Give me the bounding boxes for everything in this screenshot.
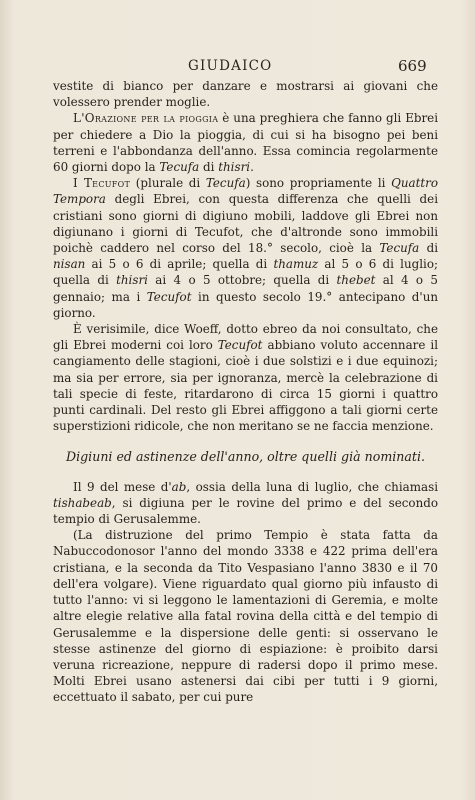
page-body xyxy=(53,78,438,706)
running-title: GIUDAICO xyxy=(188,58,273,74)
lead-term: L'Orazione per la pioggia xyxy=(73,111,219,126)
page-header xyxy=(0,58,475,78)
paragraph-woeff: È verisimile, dice Woeff, dotto ebreo da noi consultato, che gli Ebrei moderni coi loro Tecufot abbiano voluto accennare il cangiamento delle stagioni, cioè i due solstizi e i due equinozi; ma sia per errore, sia per ignoranza, mercè la celebrazione di tali specie di feste, ritardarono di circa 15 giorni i quattro punti cardinali. Del resto gli Ebrei affiggono a tali giorni certe superstizioni ridicole, che non meritano se ne faccia menzione. xyxy=(53,322,438,434)
page-number: 669 xyxy=(398,57,427,75)
lead-term: I Tecufot xyxy=(73,176,131,191)
paragraph-1: vestite di bianco per danzare e mostrarsi ai giovani che volessero prender moglie. xyxy=(53,79,438,110)
paragraph-temple-destruction: (La distruzione del primo Tempio è stata fatta da Nabuccodonosor l'anno del mondo 3338 e 422 prima dell'era cristiana, e la seconda da Tito Vespasiano l'anno 3830 e il 70 dell'era volgare). Viene riguardato qual giorno più infausto di tutto l'anno: vi si leggono le lamentazioni di Geremia, e molte altre elegie relative alla fatal rovina della città e del tempio di Gerusalemme e la dispersione delle genti: si osservano le stesse astinenze del giorno di espiazione: è proibito darsi veruna ricreazione, neppure di radersi dopo il primo mese. Molti Ebrei usano astenersi dai cibi per tutti i 9 giorni, eccettuato il sabato, per cui pure xyxy=(53,528,438,705)
section-heading: Digiuni ed astinenze dell'anno, oltre quelli già nominati. xyxy=(66,449,425,465)
paragraph-tecufot: I Tecufot (plurale di Tecufa) sono propriamente li Quattro Tempora degli Ebrei, con questa differenza che quelli dei cristiani sono giorni di digiuno mobili, laddove gli Ebrei non digiunano i giorni di Tecufot, che d'altronde sono immobili poichè caddero nel corso del 18.° secolo, cioè la Tecufa di nisan ai 5 o 6 di aprile; quella di thamuz al 5 o 6 di luglio; quella di thisri ai 4 o 5 ottobre; quella di thebet al 4 o 5 gennaio; ma i Tecufot in questo secolo 19.° antecipano d'un giorno. xyxy=(53,176,439,320)
paragraph-tishabeab: Il 9 del mese d'ab, ossia della luna di luglio, che chiamasi tishabeab, si digiuna per le rovine del primo e del secondo tempio di Gerusalemme. xyxy=(53,479,438,527)
paragraph-rain-prayer: L'Orazione per la pioggia è una preghiera che fanno gli Ebrei per chiedere a Dio la pioggia, di cui si ha bisogno pei beni terreni e l'abbondanza dell'anno. Essa comincia regolarmente 60 giorni dopo la Tecufa di thisri. xyxy=(53,111,439,175)
